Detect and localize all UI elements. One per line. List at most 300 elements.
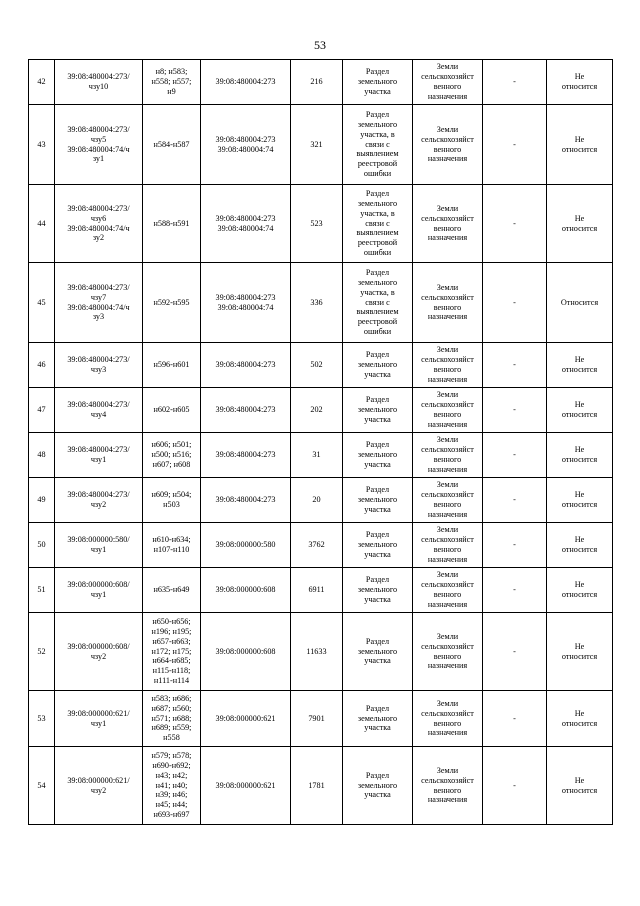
source-parcel-cell xyxy=(201,523,291,568)
cell-line: 39:08:480004:273 xyxy=(215,360,276,370)
cell-line: назначения xyxy=(427,661,468,671)
land-category-cell xyxy=(413,568,483,613)
cell-line: Не xyxy=(574,490,585,500)
cell-line: реестровой xyxy=(357,238,398,248)
cell-line: н602-н605 xyxy=(153,405,190,415)
cell-line: 39:08:000000:608 xyxy=(215,585,276,595)
source-parcel-cell xyxy=(201,343,291,388)
cell-line: ошибки xyxy=(363,168,392,178)
cell-line: Раздел xyxy=(365,268,390,278)
formation-method-cell xyxy=(343,568,413,613)
formation-method-cell xyxy=(343,263,413,343)
boundary-points-cell xyxy=(143,691,201,747)
table-row xyxy=(29,747,613,825)
relation-cell xyxy=(547,613,613,691)
table-row xyxy=(29,523,613,568)
cell-line: ошибки xyxy=(363,247,392,257)
formation-method-cell xyxy=(343,478,413,523)
cell-line: Земли xyxy=(436,345,459,355)
cell-line: н45; н44; xyxy=(155,800,188,810)
cell-line: назначения xyxy=(427,91,468,101)
cell-line: чзу1 xyxy=(90,545,107,554)
cell-line: Раздел xyxy=(365,189,390,199)
cell-line: реестровой xyxy=(357,159,398,169)
cell-line: участка xyxy=(364,790,391,800)
cell-line: Земли xyxy=(436,525,459,535)
cell-line: н111-н114 xyxy=(153,675,190,685)
cell-line: 39:08:480004:273 xyxy=(215,292,276,302)
cell-line: сельскохозяйст xyxy=(421,775,474,785)
cell-line: 39:08:480004:74 xyxy=(217,144,274,154)
cell-line: н115-н118; xyxy=(152,666,191,676)
cell-line: чзу5 xyxy=(90,134,107,144)
cell-line: относится xyxy=(561,410,598,419)
table-row xyxy=(29,388,613,433)
cell-line: назначения xyxy=(427,509,468,519)
formation-method-cell xyxy=(343,433,413,478)
cell-line: участка, в xyxy=(360,208,395,218)
cell-line: Раздел xyxy=(365,770,390,780)
cell-line: чзу2 xyxy=(90,785,107,795)
cell-line: связи с xyxy=(365,139,390,149)
boundary-points-cell xyxy=(143,613,201,691)
cell-line: участка xyxy=(364,656,391,666)
cell-line: 39:08:000000:608/ xyxy=(67,641,130,651)
boundary-points-cell xyxy=(143,523,201,568)
cell-line: н690-н692; xyxy=(152,761,191,770)
row-number-cell: 48 xyxy=(29,433,55,478)
cell-line: участка xyxy=(364,369,391,379)
cell-line: назначения xyxy=(427,419,468,429)
cell-line: н635-н649 xyxy=(153,585,190,595)
cell-line: чзу2 xyxy=(90,500,107,509)
cell-line: земельного xyxy=(357,199,398,208)
cell-line: связи с xyxy=(365,297,390,307)
cell-line: Раздел xyxy=(365,485,390,495)
source-parcel-cell xyxy=(201,185,291,263)
cell-line: Земли xyxy=(436,203,459,213)
cell-line: Не xyxy=(574,641,585,651)
cell-line: венного xyxy=(433,144,462,154)
source-parcel-cell xyxy=(201,478,291,523)
land-category-cell xyxy=(413,747,483,825)
dash-cell: - xyxy=(483,388,547,433)
cadastral-id-cell xyxy=(55,185,143,263)
cell-line: сельскохозяйст xyxy=(421,134,474,144)
cell-line: чзу6 xyxy=(90,213,107,223)
cell-line: сельскохозяйст xyxy=(421,292,474,302)
cadastral-id-cell xyxy=(55,343,143,388)
cell-line: Не xyxy=(574,708,585,718)
cell-line: сельскохозяйст xyxy=(421,580,474,590)
cell-line: 39:08:480004:74/ч xyxy=(67,302,130,312)
cell-line: н571; н688; xyxy=(151,713,192,723)
cell-line: н9 xyxy=(167,86,176,96)
formation-method-cell xyxy=(343,60,413,105)
cell-line: участка xyxy=(364,414,391,424)
row-number-cell: 54 xyxy=(29,747,55,825)
cell-line: сельскохозяйст xyxy=(421,445,474,455)
cell-line: сельскохозяйст xyxy=(421,535,474,545)
cell-line: чзу4 xyxy=(90,410,107,419)
area-cell: 7901 xyxy=(291,691,343,747)
cell-line: чзу2 xyxy=(90,651,107,661)
land-category-cell xyxy=(413,388,483,433)
cell-line: выявлением xyxy=(356,228,399,238)
cell-line: н650-н656; xyxy=(152,617,191,627)
land-category-cell xyxy=(413,105,483,185)
cell-line: относится xyxy=(561,455,598,464)
dash-cell: - xyxy=(483,523,547,568)
cell-line: венного xyxy=(433,545,462,554)
cell-line: н503 xyxy=(163,500,180,509)
cell-line: относится xyxy=(561,545,598,554)
relation-cell xyxy=(547,263,613,343)
cell-line: ошибки xyxy=(363,326,392,336)
row-number-cell: 45 xyxy=(29,263,55,343)
boundary-points-cell xyxy=(143,433,201,478)
relation-cell xyxy=(547,433,613,478)
cadastral-id-cell xyxy=(55,613,143,691)
cell-line: венного xyxy=(433,718,462,728)
cell-line: 39:08:480004:74/ч xyxy=(67,144,130,154)
cell-line: Не xyxy=(574,400,585,410)
dash-cell: - xyxy=(483,185,547,263)
cell-line: назначения xyxy=(427,599,468,609)
cell-line: Раздел xyxy=(365,636,390,646)
cell-line: сельскохозяйст xyxy=(421,72,474,82)
dash-cell: - xyxy=(483,691,547,747)
area-cell: 523 xyxy=(291,185,343,263)
page-number: 53 xyxy=(314,38,326,52)
cell-line: 39:08:000000:621/ xyxy=(67,775,130,785)
land-category-cell xyxy=(413,523,483,568)
cell-line: относится xyxy=(561,223,598,233)
table-row xyxy=(29,478,613,523)
dash-cell: - xyxy=(483,60,547,105)
land-category-cell xyxy=(413,185,483,263)
formation-method-cell xyxy=(343,343,413,388)
cell-line: участка xyxy=(364,549,391,559)
relation-cell xyxy=(547,60,613,105)
cell-line: 39:08:000000:580 xyxy=(215,540,276,550)
cadastral-id-cell xyxy=(55,105,143,185)
source-parcel-cell xyxy=(201,747,291,825)
cell-line: земельного xyxy=(357,646,398,656)
formation-method-cell xyxy=(343,388,413,433)
cell-line: н558; н557; xyxy=(151,77,192,87)
cell-line: назначения xyxy=(427,795,468,805)
cell-line: 39:08:480004:74 xyxy=(217,223,274,233)
area-cell: 321 xyxy=(291,105,343,185)
table-body xyxy=(29,60,613,825)
cell-line: 39:08:480004:273/ xyxy=(67,124,130,134)
cell-line: 39:08:480004:273/ xyxy=(67,445,130,455)
row-number-cell: 52 xyxy=(29,613,55,691)
relation-cell xyxy=(547,747,613,825)
cell-line: н43; н42; xyxy=(155,770,188,780)
dash-cell: - xyxy=(483,263,547,343)
formation-method-cell xyxy=(343,185,413,263)
cell-line: венного xyxy=(433,302,462,312)
cell-line: назначения xyxy=(427,312,468,322)
cell-line: венного xyxy=(433,410,462,419)
source-parcel-cell xyxy=(201,613,291,691)
cell-line: чзу3 xyxy=(90,365,107,374)
boundary-points-cell xyxy=(143,60,201,105)
table-row xyxy=(29,185,613,263)
cadastral-id-cell xyxy=(55,747,143,825)
cell-line: Не xyxy=(574,580,585,590)
cell-line: 39:08:000000:621/ xyxy=(67,708,130,718)
cell-line: Земли xyxy=(436,282,459,292)
formation-method-cell xyxy=(343,691,413,747)
cell-line: участка xyxy=(364,723,391,733)
cell-line: 39:08:000000:608/ xyxy=(67,580,130,590)
cell-line: земельного xyxy=(357,120,398,129)
land-category-cell xyxy=(413,60,483,105)
cell-line: земельного xyxy=(357,495,398,505)
cadastral-id-cell xyxy=(55,263,143,343)
boundary-points-cell xyxy=(143,105,201,185)
cell-line: н8; н583; xyxy=(155,67,188,77)
table-row xyxy=(29,60,613,105)
cell-line: назначения xyxy=(427,233,468,243)
cell-line: н657-н663; xyxy=(152,636,191,646)
cell-line: земельного xyxy=(357,278,398,287)
area-cell: 502 xyxy=(291,343,343,388)
cell-line: венного xyxy=(433,455,462,464)
cell-line: относится xyxy=(561,651,598,661)
cell-line: назначения xyxy=(427,728,468,738)
land-plots-table xyxy=(28,59,613,825)
cell-line: связи с xyxy=(365,218,390,228)
relation-cell xyxy=(547,343,613,388)
relation-cell xyxy=(547,568,613,613)
row-number-cell: 46 xyxy=(29,343,55,388)
relation-cell xyxy=(547,185,613,263)
cadastral-id-cell xyxy=(55,568,143,613)
cell-line: Не xyxy=(574,134,585,144)
cell-line: н558 xyxy=(163,733,180,743)
relation-cell xyxy=(547,105,613,185)
row-number-cell: 47 xyxy=(29,388,55,433)
area-cell: 202 xyxy=(291,388,343,433)
relation-cell xyxy=(547,388,613,433)
cadastral-id-cell xyxy=(55,523,143,568)
cell-line: Не xyxy=(574,355,585,365)
cell-line: н596-н601 xyxy=(153,360,190,370)
cell-line: н664-н685; xyxy=(152,656,191,666)
land-category-cell xyxy=(413,433,483,478)
cell-line: земельного xyxy=(357,780,398,790)
row-number-cell: 49 xyxy=(29,478,55,523)
source-parcel-cell xyxy=(201,60,291,105)
boundary-points-cell xyxy=(143,185,201,263)
cell-line: Земли xyxy=(436,435,459,445)
cell-line: чзу1 xyxy=(90,455,107,464)
land-category-cell xyxy=(413,343,483,388)
cell-line: 39:08:480004:273/ xyxy=(67,400,130,410)
cell-line: участка xyxy=(364,86,391,96)
cell-line: сельскохозяйст xyxy=(421,708,474,718)
area-cell: 20 xyxy=(291,478,343,523)
cell-line: участка, в xyxy=(360,287,395,297)
relation-cell xyxy=(547,478,613,523)
land-category-cell xyxy=(413,263,483,343)
cell-line: н41; н40; xyxy=(155,780,188,790)
cell-line: земельного xyxy=(357,77,398,87)
cell-line: Раздел xyxy=(365,575,390,585)
cell-line: н588-н591 xyxy=(153,218,190,228)
cell-line: реестровой xyxy=(357,317,398,327)
cell-line: зу2 xyxy=(92,233,105,243)
boundary-points-cell xyxy=(143,343,201,388)
cell-line: 39:08:480004:74 xyxy=(217,302,274,312)
cell-line: н196; н195; xyxy=(151,627,192,636)
formation-method-cell xyxy=(343,523,413,568)
source-parcel-cell xyxy=(201,105,291,185)
cell-line: зу1 xyxy=(92,154,105,164)
cadastral-id-cell xyxy=(55,60,143,105)
cell-line: н172; н175; xyxy=(151,646,192,656)
cell-line: 39:08:480004:273/ xyxy=(67,72,130,82)
cell-line: сельскохозяйст xyxy=(421,400,474,410)
cell-line: земельного xyxy=(357,360,398,370)
cell-line: Не xyxy=(574,72,585,82)
cell-line: участка xyxy=(364,504,391,514)
dash-cell: - xyxy=(483,433,547,478)
dash-cell: - xyxy=(483,478,547,523)
area-cell: 3762 xyxy=(291,523,343,568)
cell-line: н592-н595 xyxy=(153,297,190,307)
relation-cell xyxy=(547,691,613,747)
cell-line: земельного xyxy=(357,450,398,460)
cell-line: 39:08:480004:273 xyxy=(215,213,276,223)
area-cell: 6911 xyxy=(291,568,343,613)
cell-line: относится xyxy=(561,365,598,374)
cell-line: н607; н608 xyxy=(152,459,191,469)
cell-line: Не xyxy=(574,775,585,785)
cell-line: 39:08:000000:608 xyxy=(215,646,276,656)
dash-cell: - xyxy=(483,568,547,613)
cell-line: н606; н501; xyxy=(151,440,192,450)
cell-line: Раздел xyxy=(365,395,390,405)
cell-line: зу3 xyxy=(92,312,105,322)
cell-line: 39:08:480004:273/ xyxy=(67,355,130,365)
source-parcel-cell xyxy=(201,433,291,478)
table-row xyxy=(29,568,613,613)
source-parcel-cell xyxy=(201,263,291,343)
cell-line: сельскохозяйст xyxy=(421,213,474,223)
cell-line: 39:08:480004:273/ xyxy=(67,490,130,500)
cell-line: венного xyxy=(433,785,462,795)
cell-line: 39:08:480004:273 xyxy=(215,134,276,144)
boundary-points-cell xyxy=(143,568,201,613)
cell-line: н584-н587 xyxy=(153,139,190,149)
cell-line: 39:08:480004:273/ xyxy=(67,282,130,292)
cell-line: назначения xyxy=(427,554,468,564)
cadastral-id-cell xyxy=(55,388,143,433)
cell-line: н39; н46; xyxy=(155,790,188,800)
cell-line: назначения xyxy=(427,374,468,384)
cell-line: чзу1 xyxy=(90,590,107,599)
cell-line: н107-н110 xyxy=(153,545,190,554)
cell-line: относится xyxy=(561,500,598,509)
cell-line: относится xyxy=(561,718,598,728)
cell-line: венного xyxy=(433,223,462,233)
cadastral-id-cell xyxy=(55,478,143,523)
cell-line: назначения xyxy=(427,154,468,164)
cell-line: чзу10 xyxy=(88,82,109,91)
cell-line: Раздел xyxy=(365,440,390,450)
cell-line: земельного xyxy=(357,540,398,550)
source-parcel-cell xyxy=(201,388,291,433)
cell-line: 39:08:480004:273/ xyxy=(67,203,130,213)
cell-line: сельскохозяйст xyxy=(421,641,474,651)
table-row xyxy=(29,105,613,185)
cell-line: чзу1 xyxy=(90,718,107,728)
cell-line: венного xyxy=(433,500,462,509)
dash-cell: - xyxy=(483,105,547,185)
cell-line: относится xyxy=(561,144,598,154)
cell-line: Раздел xyxy=(365,703,390,713)
boundary-points-cell xyxy=(143,263,201,343)
cell-line: выявлением xyxy=(356,307,399,317)
cell-line: венного xyxy=(433,651,462,661)
cell-line: сельскохозяйст xyxy=(421,355,474,365)
cell-line: венного xyxy=(433,590,462,599)
row-number-cell: 43 xyxy=(29,105,55,185)
cell-line: Относится xyxy=(560,297,599,307)
cell-line: 39:08:480004:273 xyxy=(215,495,276,505)
table-row xyxy=(29,613,613,691)
cell-line: н583; н686; xyxy=(151,694,192,703)
cell-line: н500; н516; xyxy=(151,450,192,460)
dash-cell: - xyxy=(483,613,547,691)
cell-line: 39:08:000000:621 xyxy=(215,713,276,723)
cell-line: Земли xyxy=(436,570,459,580)
source-parcel-cell xyxy=(201,691,291,747)
row-number-cell: 50 xyxy=(29,523,55,568)
cell-line: н609; н504; xyxy=(151,490,192,500)
cell-line: Земли xyxy=(436,124,459,134)
cell-line: 39:08:000000:580/ xyxy=(67,535,130,545)
land-category-cell xyxy=(413,691,483,747)
cell-line: земельного xyxy=(357,405,398,415)
dash-cell: - xyxy=(483,747,547,825)
cell-line: участка, в xyxy=(360,129,395,139)
cell-line: выявлением xyxy=(356,149,399,159)
row-number-cell: 51 xyxy=(29,568,55,613)
cell-line: Земли xyxy=(436,390,459,400)
cell-line: Не xyxy=(574,445,585,455)
cell-line: относится xyxy=(561,785,598,795)
area-cell: 1781 xyxy=(291,747,343,825)
row-number-cell: 53 xyxy=(29,691,55,747)
cell-line: чзу7 xyxy=(90,292,107,302)
source-parcel-cell xyxy=(201,568,291,613)
cell-line: 39:08:480004:273 xyxy=(215,450,276,460)
cell-line: Не xyxy=(574,213,585,223)
cell-line: участка xyxy=(364,594,391,604)
row-number-cell: 44 xyxy=(29,185,55,263)
cell-line: назначения xyxy=(427,464,468,474)
cell-line: Раздел xyxy=(365,110,390,120)
cell-line: сельскохозяйст xyxy=(421,490,474,500)
formation-method-cell xyxy=(343,747,413,825)
table-row xyxy=(29,343,613,388)
